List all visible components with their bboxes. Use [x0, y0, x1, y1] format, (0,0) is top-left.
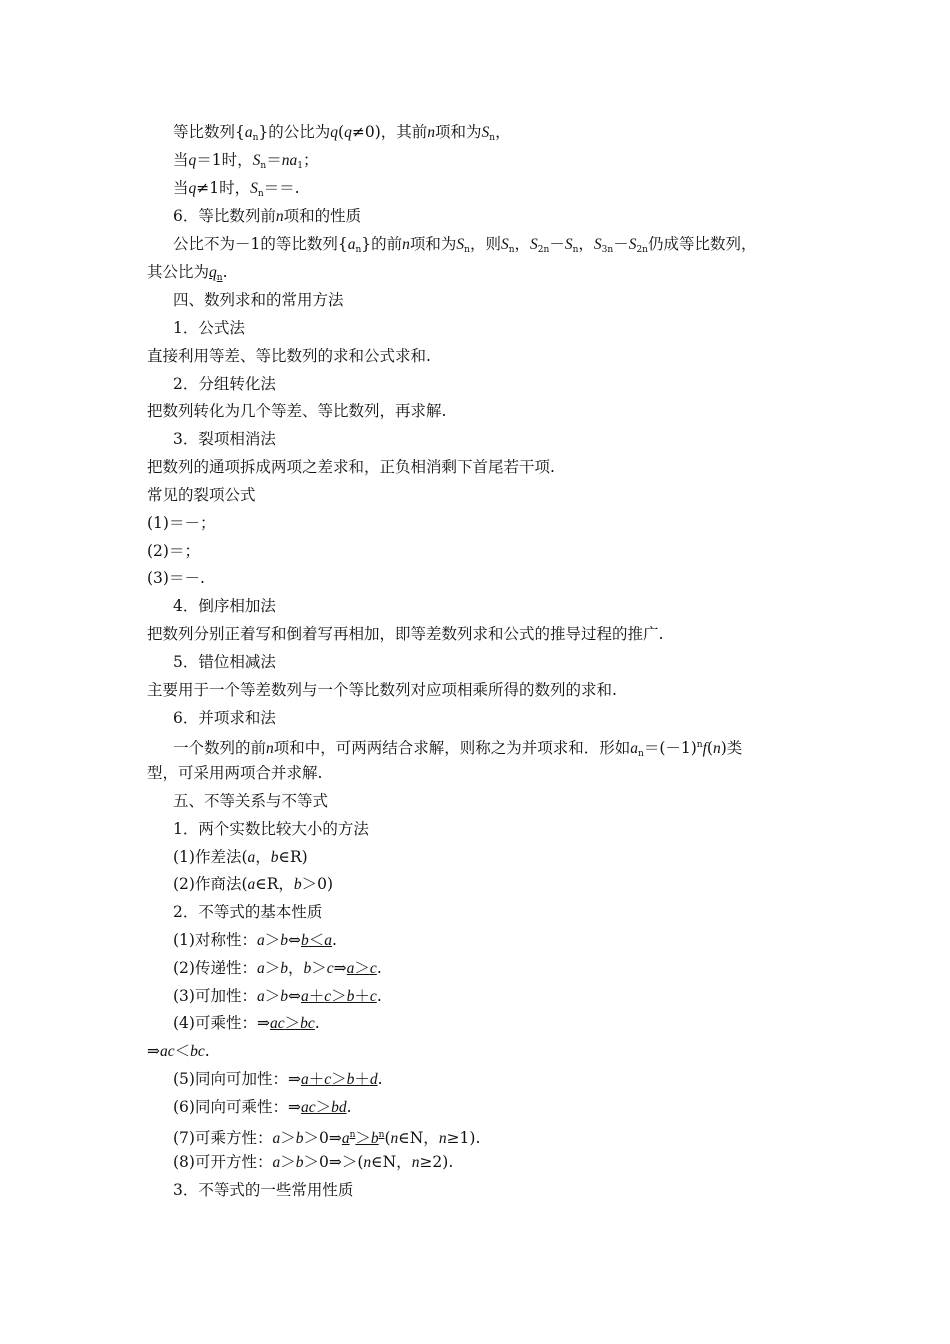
text-run: ＝＝. — [263, 179, 300, 197]
math-symbol: n — [427, 124, 436, 141]
math-symbol: S — [250, 180, 258, 197]
text-line — [147, 485, 256, 505]
text-run: 项和中，可两两结合求解，则称之为并项求和．形如 — [273, 739, 631, 757]
text-run: 项和为 — [409, 235, 457, 253]
formula-line — [173, 1097, 352, 1118]
text-run: 1．两个实数比较大小的方法 — [173, 820, 369, 838]
text-line — [147, 457, 555, 477]
text-line — [147, 401, 446, 421]
subscript: n — [508, 245, 515, 255]
text-run: ＞ — [331, 987, 347, 1005]
math-symbol: a — [272, 1130, 281, 1147]
math-symbol: a — [347, 236, 356, 253]
text-run: ( — [338, 123, 345, 141]
text-run: 把数列分别正着写和倒着写再相加，即等差数列求和公式的推导过程的推广. — [147, 625, 664, 643]
math-symbol: f — [702, 740, 707, 757]
text-run: 直接利用等差、等比数列的求和公式求和. — [147, 347, 431, 365]
math-symbol: a — [244, 124, 253, 141]
subscript: 2n — [537, 245, 550, 255]
text-run: (2)＝； — [147, 542, 200, 560]
formula-line — [173, 1069, 383, 1090]
math-symbol: a — [346, 960, 355, 977]
chapter-heading — [173, 791, 328, 811]
text-line — [173, 735, 742, 764]
math-symbol: S — [456, 236, 465, 253]
math-symbol: S — [481, 124, 490, 141]
math-symbol: c — [324, 1071, 332, 1088]
text-run: 仍成等比数列， — [647, 235, 757, 253]
text-run: (3)可加性： — [173, 987, 257, 1005]
text-run: ＝ — [266, 151, 282, 169]
text-run: (2)传递性： — [173, 959, 257, 977]
text-run: ≥1). — [446, 1129, 481, 1147]
text-run: ＞ — [280, 1129, 296, 1147]
math-symbol: S — [564, 236, 573, 253]
text-run: ∈R， — [255, 875, 294, 893]
math-symbol: S — [252, 152, 261, 169]
math-symbol: b — [280, 988, 288, 1005]
math-symbol: n — [390, 1130, 399, 1147]
math-symbol: a — [247, 849, 256, 866]
math-symbol: b — [346, 988, 355, 1005]
subscript: 3n — [601, 245, 614, 255]
text-run: . — [332, 931, 337, 949]
math-symbol: n — [275, 208, 284, 225]
math-symbol: a — [256, 960, 265, 977]
math-symbol: S — [628, 236, 637, 253]
text-run: ＞ — [331, 1070, 347, 1088]
formula-line — [147, 513, 215, 533]
text-run: ＋ — [308, 987, 325, 1005]
math-symbol: b — [300, 932, 309, 949]
math-symbol: S — [530, 236, 538, 253]
text-run: 4．倒序相加法 — [173, 597, 276, 615]
text-run: 一个数列的前 — [173, 739, 267, 757]
text-run: 等比数列{ — [173, 123, 245, 141]
text-run: }的公比为 — [258, 123, 331, 141]
text-run: ⇒ — [333, 959, 347, 977]
formula-line — [173, 1125, 480, 1149]
formula-line — [173, 1013, 320, 1034]
subscript: n — [257, 189, 264, 199]
text-run: ≥2). — [419, 1153, 454, 1171]
text-line — [173, 150, 318, 176]
formula-line — [173, 986, 382, 1007]
math-symbol: b — [295, 1154, 304, 1171]
formula-line — [173, 930, 337, 951]
text-run: ( — [384, 1129, 391, 1147]
math-symbol: b — [303, 960, 312, 977]
text-line — [173, 847, 308, 868]
text-run: ＞ — [311, 959, 327, 977]
math-symbol: b — [270, 849, 279, 866]
subscript: n — [216, 273, 223, 283]
text-line — [173, 122, 511, 148]
text-run: 2．不等式的基本性质 — [173, 903, 323, 921]
math-symbol: b — [295, 1130, 304, 1147]
text-run: ＞ — [264, 987, 281, 1005]
text-run: ＋ — [308, 1070, 325, 1088]
text-run: 6．等比数列前 — [173, 207, 276, 225]
math-symbol: a — [300, 1071, 309, 1088]
text-run: (6)同向可乘性：⇒ — [173, 1098, 301, 1116]
subscript: n — [638, 749, 644, 759]
formula-line — [147, 1041, 210, 1062]
text-run: . — [346, 1098, 352, 1116]
text-run: ， — [287, 959, 304, 977]
text-run: 型，可采用两项合并求解. — [147, 764, 323, 782]
text-run: ≠0)，其前 — [351, 123, 428, 141]
subscript: n — [260, 161, 267, 171]
text-run: ≠1时， — [196, 179, 251, 197]
section-heading — [173, 206, 361, 227]
text-run: . — [222, 263, 228, 281]
math-symbol: S — [593, 236, 602, 253]
text-run: )类 — [720, 739, 743, 757]
subscript: 2n — [636, 245, 648, 255]
text-line — [173, 874, 333, 895]
text-run: － — [549, 235, 565, 253]
text-run: 1．公式法 — [173, 319, 245, 337]
math-symbol: ac — [269, 1015, 285, 1032]
math-symbol: n — [411, 1154, 420, 1171]
text-run: 5．错位相减法 — [173, 653, 276, 671]
text-run: ＞0) — [301, 875, 334, 893]
math-symbol: q — [330, 124, 339, 141]
math-symbol: q — [344, 124, 352, 141]
text-run: ＞0⇒＞( — [303, 1153, 364, 1171]
text-run: ， — [514, 235, 531, 253]
formula-line — [147, 568, 205, 588]
formula-line — [173, 1152, 453, 1173]
text-line — [147, 624, 663, 644]
section-heading — [173, 708, 276, 728]
text-run: ( — [706, 739, 713, 757]
text-run: 把数列转化为几个等差、等比数列，再求解. — [147, 402, 447, 420]
text-run: ＞0⇒ — [303, 1129, 342, 1147]
text-run: 五、不等关系与不等式 — [173, 792, 329, 810]
text-run: ＞ — [264, 959, 281, 977]
subscript: n — [252, 133, 259, 143]
text-run: 公比不为－1的等比数列{ — [173, 235, 348, 253]
math-symbol: b — [346, 1071, 355, 1088]
math-symbol: a — [324, 932, 332, 949]
text-line — [147, 346, 431, 366]
text-run: 6．并项求和法 — [173, 709, 276, 727]
text-run: . — [377, 1070, 383, 1088]
math-symbol: ac — [160, 1043, 175, 1060]
math-symbol: bc — [300, 1015, 315, 1032]
text-run: 3．不等式的一些常用性质 — [173, 1181, 354, 1199]
text-run: 项和的性质 — [283, 207, 362, 225]
math-symbol: S — [500, 236, 509, 253]
text-run: ＞ — [264, 931, 281, 949]
text-run: ⇔ — [287, 987, 301, 1005]
text-run: (3)＝－. — [147, 569, 205, 587]
text-run: ＞ — [284, 1014, 301, 1032]
text-run: 项和为 — [435, 123, 482, 141]
text-run: ＞ — [280, 1153, 296, 1171]
subscript: n — [489, 133, 496, 143]
math-symbol: c — [369, 960, 377, 977]
text-run: (1)＝－； — [147, 514, 216, 532]
text-run: ， — [495, 123, 511, 141]
math-symbol: c — [369, 988, 377, 1005]
section-heading — [173, 374, 276, 394]
text-run: (2)作商法( — [173, 875, 248, 893]
text-line — [147, 680, 617, 700]
text-run: ＋ — [354, 987, 370, 1005]
section-heading — [173, 819, 369, 839]
math-symbol: n — [712, 740, 721, 757]
text-run: 3．裂项相消法 — [173, 430, 276, 448]
math-symbol: a — [256, 988, 265, 1005]
text-run: ∈N， — [371, 1153, 412, 1171]
text-run: (7)可乘方性： — [173, 1129, 273, 1147]
text-run: 2．分组转化法 — [173, 375, 276, 393]
text-run: ，则 — [469, 235, 501, 253]
math-symbol: q — [188, 152, 197, 169]
text-run: ＋ — [354, 1070, 370, 1088]
text-run: ⇒ — [147, 1042, 160, 1060]
text-run: . — [376, 987, 382, 1005]
section-heading — [173, 652, 276, 672]
text-run: ＝1时， — [196, 151, 253, 169]
text-run: ∈N， — [398, 1129, 439, 1147]
formula-line — [147, 541, 200, 561]
math-symbol: q — [209, 264, 217, 281]
math-symbol: c — [324, 988, 332, 1005]
math-symbol: b — [280, 960, 288, 977]
math-symbol: q — [188, 180, 197, 197]
text-run: . — [204, 1042, 210, 1060]
text-run: ； — [302, 151, 319, 169]
text-run: ＜ — [174, 1042, 191, 1060]
math-symbol: c — [326, 960, 334, 977]
text-line — [147, 262, 228, 288]
text-run: ＞ — [355, 1129, 371, 1147]
math-symbol: b — [370, 1130, 379, 1147]
math-symbol: d — [369, 1071, 378, 1088]
text-line — [147, 763, 322, 783]
text-run: － — [613, 235, 629, 253]
math-symbol: b — [293, 876, 302, 893]
math-symbol: n — [363, 1154, 372, 1171]
text-run: . — [314, 1014, 320, 1032]
text-run: 其公比为 — [147, 263, 210, 281]
subscript: n — [572, 245, 579, 255]
text-run: (1)作差法( — [173, 848, 248, 866]
math-symbol: a — [341, 1130, 350, 1147]
text-run: ＞ — [315, 1098, 332, 1116]
text-run: 把数列的通项拆成两项之差求和，正负相消剩下首尾若干项. — [147, 458, 555, 476]
math-symbol: a — [630, 740, 639, 757]
text-run: ， — [578, 235, 594, 253]
math-symbol: a — [272, 1154, 281, 1171]
text-run: ⇔ — [287, 931, 301, 949]
text-run: ＞ — [354, 959, 370, 977]
subscript: 1 — [297, 161, 303, 171]
section-heading — [173, 1180, 353, 1200]
section-heading — [173, 429, 276, 449]
text-run: ， — [255, 848, 271, 866]
math-symbol: bd — [331, 1099, 347, 1116]
superscript: n — [349, 1130, 356, 1140]
subscript: n — [464, 245, 470, 255]
chapter-heading — [173, 290, 344, 310]
text-run: 四、数列求和的常用方法 — [173, 291, 344, 309]
math-symbol: b — [280, 932, 288, 949]
text-run: (5)同向可加性：⇒ — [173, 1070, 301, 1088]
text-run: }的前 — [361, 235, 403, 253]
math-symbol: ac — [300, 1099, 316, 1116]
math-symbol: n — [266, 740, 274, 757]
text-line — [173, 234, 757, 260]
text-run: 当 — [173, 179, 189, 197]
math-symbol: a — [256, 932, 265, 949]
text-line — [173, 178, 300, 204]
formula-line — [173, 958, 382, 979]
text-run: 当 — [173, 151, 189, 169]
math-symbol: n — [438, 1130, 447, 1147]
text-run: . — [376, 959, 382, 977]
section-heading — [173, 596, 276, 616]
text-run: (4)可乘性：⇒ — [173, 1014, 270, 1032]
text-run: (1)对称性： — [173, 931, 257, 949]
math-symbol: a — [300, 988, 309, 1005]
text-run: ＜ — [308, 931, 325, 949]
section-heading — [173, 318, 245, 338]
math-symbol: a — [247, 876, 256, 893]
text-run: (8)可开方性： — [173, 1153, 273, 1171]
subscript: n — [355, 245, 362, 255]
math-symbol: n — [402, 236, 410, 253]
superscript: n — [378, 1130, 385, 1140]
math-symbol: bc — [190, 1043, 205, 1060]
section-heading — [173, 902, 322, 922]
text-run: ∈R) — [278, 848, 308, 866]
text-run: ＝(－1) — [643, 739, 697, 757]
superscript: n — [696, 740, 703, 750]
text-run: 常见的裂项公式 — [147, 486, 256, 504]
math-symbol: na — [281, 152, 298, 169]
text-run: 主要用于一个等差数列与一个等比数列对应项相乘所得的数列的求和. — [147, 681, 617, 699]
